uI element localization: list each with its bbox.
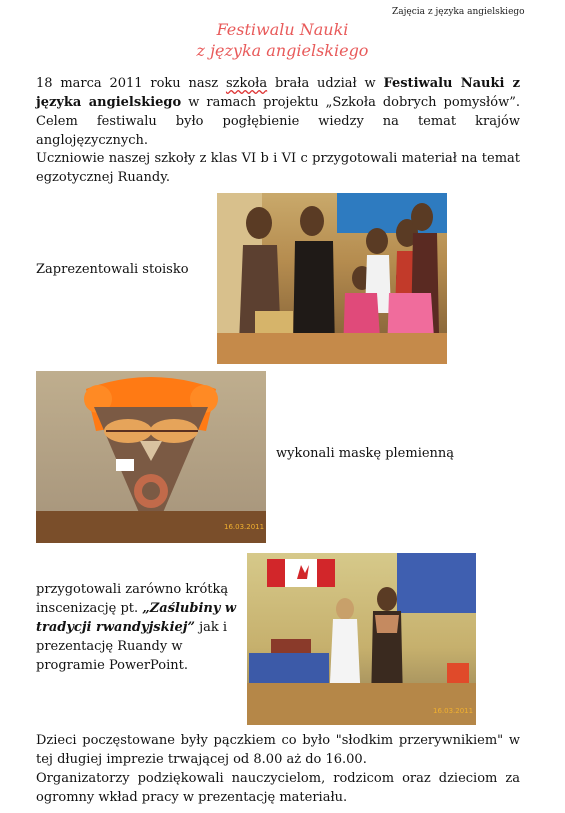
intro-paragraph [36, 74, 520, 150]
play-photo-date: 16.03.2011 [433, 707, 474, 715]
stand-caption: Zaprezentowali stoisko [36, 262, 189, 277]
mask-caption: wykonali maskę plemienną [276, 446, 455, 461]
play-photo [247, 553, 476, 725]
mask-photo [36, 371, 266, 543]
closing-paragraph-1: Dzieci poczęstowane były pączkiem co było "słodkim przerywnikiem" w tej długiej imprezie trwającej od 8.00 aż do 16.00. [36, 733, 520, 767]
title-line-2: z języka angielskiego [196, 41, 369, 60]
students-paragraph: Uczniowie naszej szkoły z klas VI b i VI c przygotowali materiał na temat egzotycznej Ruandy. [36, 151, 520, 185]
play-caption-b: jak i prezentację Ruandy w programie PowerPoint. [36, 620, 228, 673]
page-title [0, 19, 565, 61]
closing-paragraph-2: Organizatorzy podziękowali nauczycielom, rodzicom oraz dzieciom za ogromny wkład pracy w prezentację materiału. [36, 771, 520, 805]
intro-text-c: w ramach projektu „Szkoła dobrych pomysłów”. Celem festiwalu było pogłębienie wiedzy na temat krajów anglojęzycznych. [36, 95, 520, 148]
play-title: „Zaślubiny w tradycji rwandyjskiej” [36, 601, 237, 635]
play-caption [36, 580, 242, 675]
mask-photo-date: 16.03.2011 [224, 523, 265, 531]
intro-text-a: 18 marca 2011 roku nasz [36, 76, 226, 91]
photo-table [217, 333, 447, 364]
play-floor [247, 683, 476, 725]
play-caption-a: przygotowali zarówno krótką inscenizację pt. [36, 582, 229, 616]
intro-text-b: brała udział w [267, 76, 384, 91]
title-line-1: Festiwalu Nauki [216, 20, 349, 39]
stand-photo [217, 193, 447, 364]
intro-school-word: szkoła [225, 76, 268, 91]
festival-name: Festiwalu Nauki z języka angielskiego [36, 76, 521, 110]
header-note: Zajęcia z języka angielskiego [392, 7, 525, 17]
